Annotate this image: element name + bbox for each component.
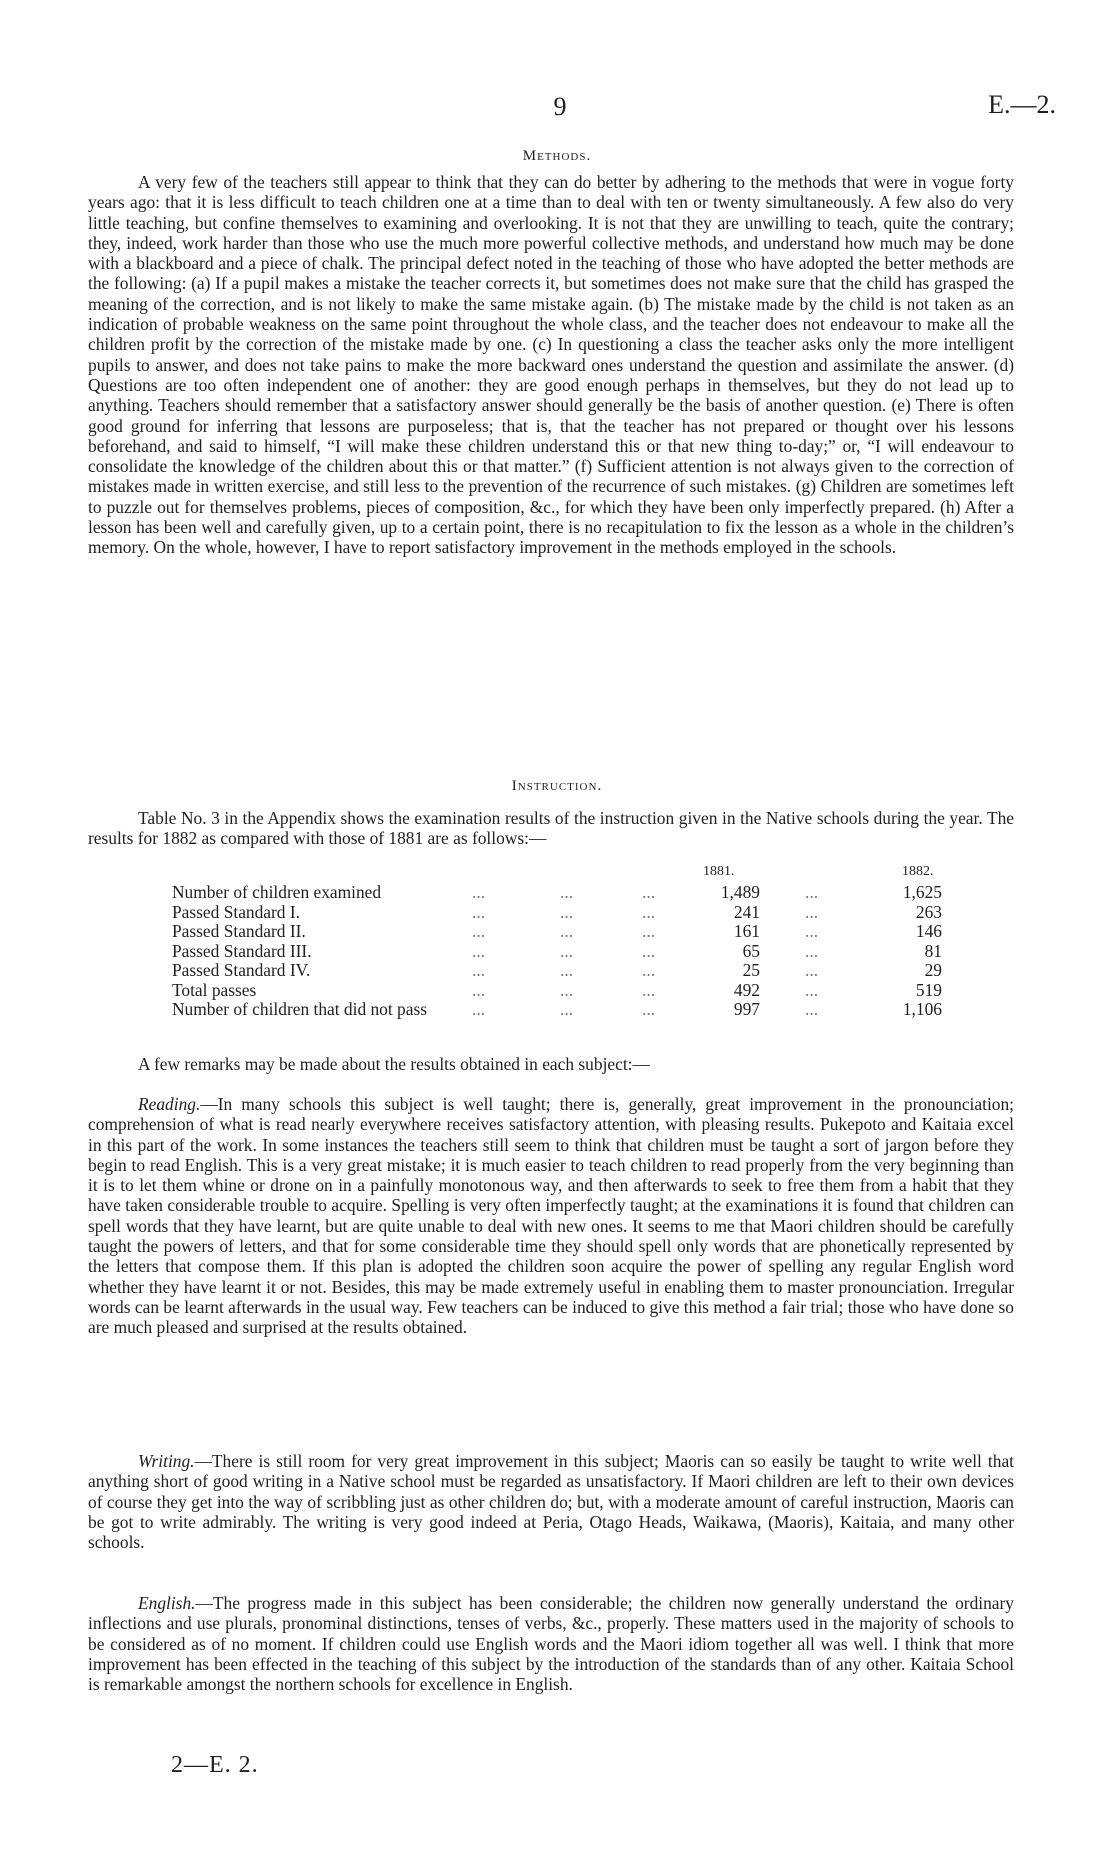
leader-dots: ... — [805, 960, 819, 980]
column-header-1882: 1882. — [902, 864, 934, 879]
value-1882: 263 — [915, 901, 942, 922]
table-row — [0, 999, 1114, 1019]
instruction-intro: Table No. 3 in the Appendix shows the examination results of the instruction given in the Native schools during the year. The results for 1882 as compared with those of 1881 are as follows:— — [88, 808, 1014, 849]
value-1881: 1,489 — [720, 882, 760, 902]
row-label: Passed Standard II. — [172, 921, 306, 941]
document-reference: E.—2. — [988, 90, 1056, 119]
leader-dots: ... — [472, 882, 486, 902]
writing-body: —There is still room for very great improvement in this subject; Maoris can so easily be taught to write well that anything short of good writing in a Native school must be regarded as unsatisfactory. If Maori children are left to their own devices of course they get into the way of scribbling just as other children do; but, with a moderate amount of careful instruction, Maoris can be got to write admirably. The writing is very good indeed at Peria, Otago Heads, Waikawa, (Maoris), Kaitaia, and many other schools. — [88, 1451, 1014, 1553]
writing-paragraph — [88, 1451, 1014, 1552]
leader-dots: ... — [805, 901, 819, 922]
leader-dots: ... — [805, 999, 819, 1019]
value-1881: 161 — [733, 921, 760, 941]
table-row — [0, 941, 1114, 961]
leader-dots: ... — [805, 940, 819, 961]
leader-dots: ... — [560, 921, 574, 941]
methods-paragraph: A very few of the teachers still appear to think that they can do better by adhering to the methods that were in vogue forty years ago: that it is less difficult to teach children one at a time than to deal with ten or twenty simultaneously. A few also do very little teaching, but confine themselves to examining and overlooking. It is not that they are unwilling to teach, quite the contrary; they, indeed, work harder than those who use the much more powerful collective methods, and understand how much may be done with a blackboard and a piece of chalk. The principal defect noted in the teaching of those who have adopted the better methods are the following: (a) If a pupil makes a mistake the teacher corrects it, but sometimes does not make sure that the child has grasped the meaning of the correction, and is not likely to make the same mistake again. (b) The mistake made by the child is not taken as an indication of probable weakness on the same point throughout the whole class, and the teacher does not endeavour to make all the children profit by the correction of the mistake made by one. (c) In questioning a class the teacher asks only the more intelligent pupils to answer, and does not take pains to make the more backward ones understand the question and assimilate the answer. (d) Questions are too often independent one of another: they are good enough perhaps in themselves, but they do not lead up to anything. Teachers should remember that a satisfactory answer should generally be the basis of another question. (e) There is often good ground for inferring that lessons are purposeless; that is, that the teacher has not prepared or thought over his lessons beforehand, and said to himself, “I will make these children understand this or that new thing to-day;” or, “I will endeavour to consolidate the knowledge of the children about this or that matter.” (f) Sufficient attention is not always given to the correction of mistakes made in written exercise, and still less to the prevention of the recurrence of such mistakes. (g) Children are sometimes left to puzzle out for themselves problems, pieces of composition, &c., for which they have been only imperfectly prepared. (h) After a lesson has been well and carefully given, up to a certain point, there is no recapitulation to fix the lesson as a whole in the children’s memory. On the whole, however, I have to report satisfactory improvement in the methods employed in the schools. — [88, 172, 1014, 558]
leader-dots: ... — [642, 960, 656, 980]
english-paragraph — [88, 1593, 1014, 1694]
value-1882: 1,106 — [902, 999, 942, 1019]
reading-paragraph — [88, 1094, 1014, 1338]
table-row — [0, 921, 1114, 941]
leader-dots: ... — [642, 921, 656, 941]
row-label: Total passes — [172, 979, 257, 1000]
leader-dots: ... — [472, 999, 486, 1019]
remarks-line: A few remarks may be made about the results obtained in each subject:— — [138, 1054, 650, 1074]
leader-dots: ... — [805, 882, 819, 902]
leader-dots: ... — [805, 979, 819, 1000]
value-1881: 997 — [733, 999, 760, 1019]
value-1882: 29 — [924, 960, 942, 980]
leader-dots: ... — [642, 940, 656, 961]
leader-dots: ... — [472, 921, 486, 941]
leader-dots: ... — [560, 960, 574, 980]
value-1882: 1,625 — [902, 882, 942, 902]
writing-title: Writing. — [138, 1451, 195, 1471]
leader-dots: ... — [560, 940, 574, 961]
value-1882: 81 — [924, 940, 942, 961]
value-1881: 492 — [733, 979, 760, 1000]
row-label: Passed Standard I. — [172, 901, 300, 922]
table-row — [0, 960, 1114, 980]
value-1881: 241 — [733, 901, 760, 922]
leader-dots: ... — [560, 882, 574, 902]
leader-dots: ... — [560, 901, 574, 922]
leader-dots: ... — [642, 999, 656, 1019]
reading-title: Reading. — [138, 1094, 201, 1114]
table-row — [0, 882, 1114, 902]
page-number: 9 — [553, 92, 567, 121]
leader-dots: ... — [472, 940, 486, 961]
english-title: English. — [138, 1593, 196, 1613]
leader-dots: ... — [642, 882, 656, 902]
row-label: Number of children that did not pass — [172, 999, 428, 1019]
leader-dots: ... — [642, 901, 656, 922]
leader-dots: ... — [472, 901, 486, 922]
row-label: Passed Standard IV. — [172, 960, 311, 980]
value-1881: 25 — [742, 960, 760, 980]
leader-dots: ... — [560, 979, 574, 1000]
row-label: Passed Standard III. — [172, 940, 312, 961]
table-row — [0, 902, 1114, 922]
value-1881: 65 — [742, 940, 760, 961]
english-body: —The progress made in this subject has been considerable; the children now generally understand the ordinary inflections and use plurals, pronominal distinctions, tenses of verbs, &c., properly. These matters used in the majority of schools to be considered as of no moment. If children could use English words and the Maori idiom together all was well. I think that more improvement has been effected in the teaching of this subject by the introduction of the standards than of any other. Kaitaia School is remarkable amongst the northern schools for excellence in English. — [88, 1593, 1014, 1695]
value-1882: 146 — [915, 921, 942, 941]
instruction-heading: Instruction. — [511, 778, 603, 794]
reading-body: —In many schools this subject is well taught; there is, generally, great improvement in the pronounciation; comprehension of what is read nearly everywhere receives satisfactory attention, with pleasing results. Pukepoto and Kaitaia excel in this part of the work. In some instances the teachers still seem to think that children must be taught a sort of jargon before they begin to read English. This is a very great mistake; it is much easier to teach children to read properly from the very beginning than it is to let them whine or drone on in a painfully monotonous way, and then afterwards to seek to free them from a habit that they have taken considerable trouble to acquire. Spelling is very often imperfectly taught; at the examinations it is found that children can spell words that they have learnt, but are quite unable to deal with new ones. It seems to me that Maori children should be carefully taught the powers of letters, and that for some considerable time they should spell only words that are phonetically represented by the letters that compose them. If this plan is adopted the children soon acquire the power of spelling any regular English word whether they have learnt it or not. Besides, this may be made extremely useful in enabling them to master pronounciation. Irregular words can be learnt afterwards in the usual way. Few teachers can be induced to give this method a fair trial; those who have done so are much pleased and surprised at the results obtained. — [88, 1094, 1014, 1338]
table-row — [0, 980, 1114, 1000]
leader-dots: ... — [642, 979, 656, 1000]
row-label: Number of children examined — [172, 882, 382, 902]
leader-dots: ... — [472, 979, 486, 1000]
footer-signature: 2—E. 2. — [171, 1752, 259, 1778]
leader-dots: ... — [805, 921, 819, 941]
methods-heading: Methods. — [522, 148, 592, 164]
value-1882: 519 — [915, 979, 942, 1000]
column-header-1881: 1881. — [703, 864, 735, 879]
leader-dots: ... — [560, 999, 574, 1019]
leader-dots: ... — [472, 960, 486, 980]
